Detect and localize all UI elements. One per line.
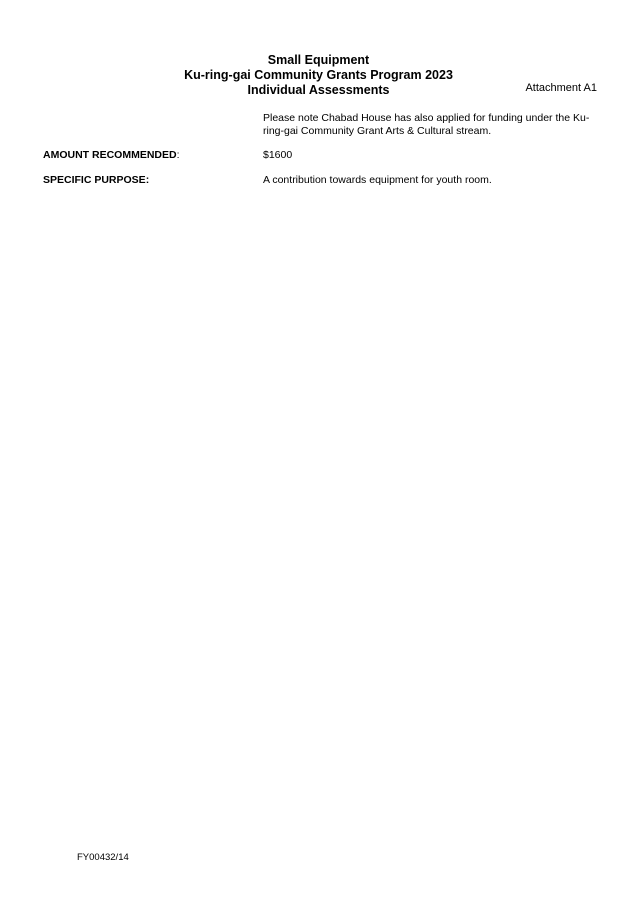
title-line-program-name: Ku-ring-gai Community Grants Program 2023 (184, 68, 453, 82)
funding-note-line1: Please note Chabad House has also applied for funding under the Ku- (263, 112, 590, 124)
title-line-assessments: Individual Assessments (247, 83, 390, 97)
funding-note-line2: ring-gai Community Grant Arts & Cultural stream. (263, 124, 492, 137)
specific-purpose-label (43, 174, 149, 187)
specific-purpose-value: A contribution towards equipment for youth room. (263, 174, 492, 186)
amount-recommended-label (43, 149, 180, 162)
specific-purpose-label-text: SPECIFIC PURPOSE: (43, 174, 150, 186)
amount-recommended-value: $1600 (263, 149, 293, 161)
attachment-label: Attachment A1 (525, 82, 597, 94)
amount-recommended-colon: : (176, 149, 180, 161)
document-reference: FY00432/14 (77, 852, 129, 863)
title-line-program-category: Small Equipment (267, 53, 370, 67)
funding-note (263, 112, 603, 137)
amount-recommended-label-text: AMOUNT RECOMMENDED (43, 149, 177, 161)
